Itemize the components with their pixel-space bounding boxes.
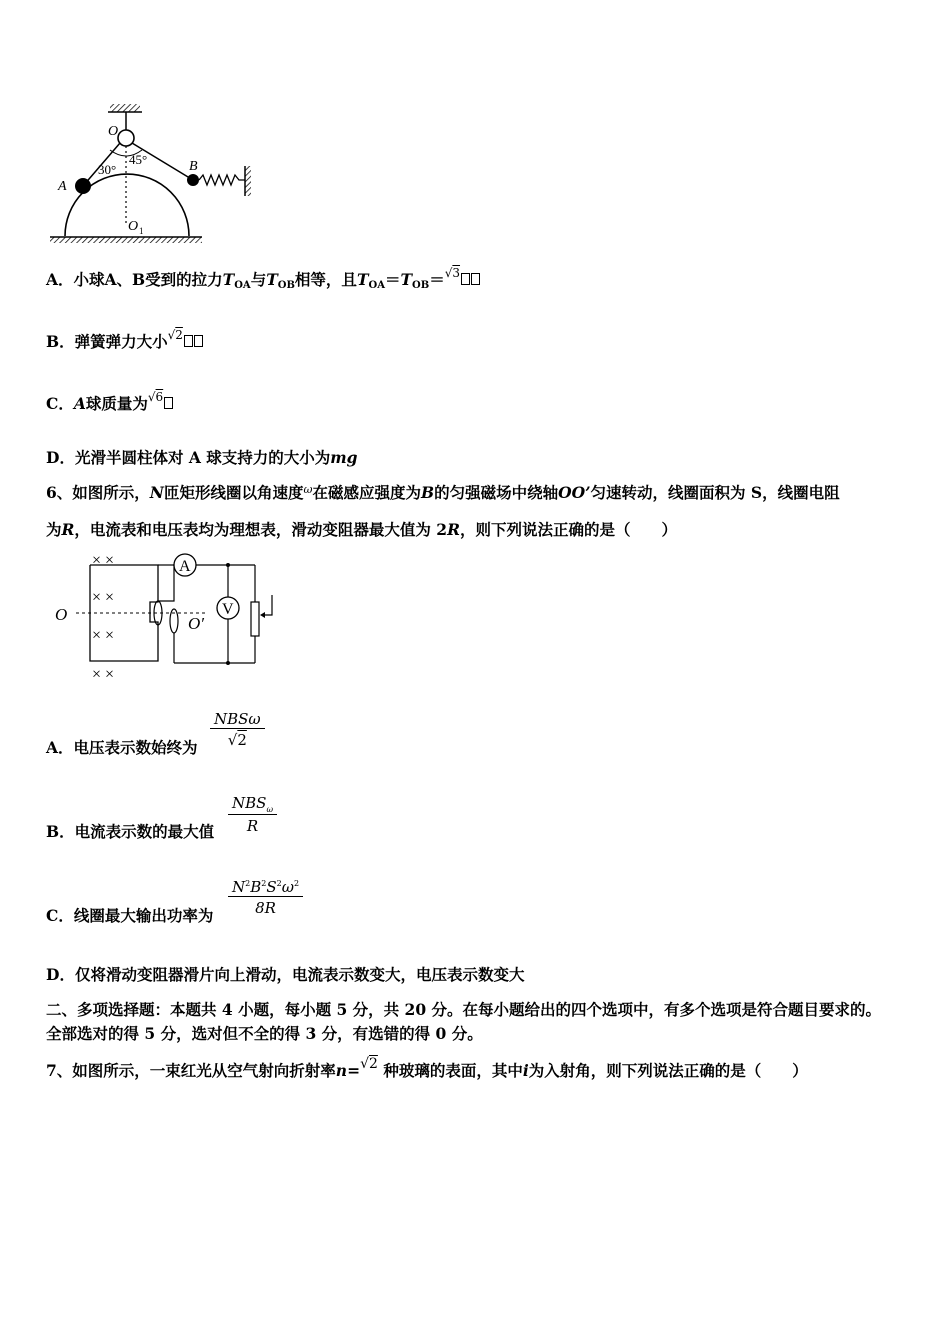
q5-option-a: A．小球A、B受到的拉力$T_{OA}$与$T_{OB}$相等，且$T_{OA}=T_{OB}=^{√3}$ [46,268,480,291]
q5-label-45: 45° [129,152,148,167]
q5-option-d: D．光滑半圆柱体对 A 球支持力的大小为mg [46,448,358,467]
q5-label-B: B [189,159,198,174]
q6-x-row2: × × [92,589,115,606]
q6-voltmeter-label: V [222,601,234,618]
q5-label-O: O [108,124,119,139]
q6-stem-line2: 为R，电流表和电压表均为理想表，滑动变阻器最大值为 2R，则下列说法正确的是（ ） [46,520,677,539]
q5-option-b: B．弹簧弹力大小$^{√2}$ [46,330,203,352]
q6-figure [50,545,290,685]
q6-option-a: A．电压表示数始终为 [46,738,198,757]
q6-stem-line1: 6、如图所示，N匝矩形线圈以角速度$^\omega$在磁感应强度为B的匀强磁场中绕轴OO’匀速转动，线圈面积为 S，线圈电阻 [46,483,840,502]
q6-ammeter-label: A [179,558,191,575]
q6-option-c: C．线圈最大输出功率为 [46,906,214,925]
q6-option-a-formula: NBSω √2 [210,710,265,749]
q5-label-A: A [58,179,67,194]
q5-label-O1-sub: 1 [139,226,144,236]
section2-line2: 全部选对的得 5 分，选对但不全的得 3 分，有选错的得 0 分。 [46,1024,483,1043]
section2-line1: 二、多项选择题：本题共 4 小题，每小题 5 分，共 20 分。在每小题给出的四个选项中，有多个选项是符合题目要求的。 [46,1000,882,1019]
q5-label-O1: O [128,219,139,234]
q6-option-d: D．仅将滑动变阻器滑片向上滑动，电流表示数变大，电压表示数变大 [46,965,525,984]
q5-label-30: 30° [98,162,117,177]
q6-label-O-prime: O′ [188,614,204,633]
q6-x-row4: × × [92,666,115,683]
q7-stem: 7、如图所示，一束红光从空气射向折射率n=√2 种玻璃的表面，其中i为入射角，则下列说法正确的是（ ） [46,1056,808,1080]
q6-option-b-formula: $NBS_\omega$ R [228,794,277,835]
q5-option-c: C．A球质量为$^{√6}$ [46,392,173,414]
q6-x-row3: × × [92,627,115,644]
q6-label-O: O [55,605,68,624]
q6-option-c-formula: $\frac{N^2B^2S^2\omega^2}{8R}$ [228,878,303,917]
q5-figure [40,98,270,248]
q6-x-row1: × × [92,552,115,569]
q6-option-b: B．电流表示数的最大值 [46,822,215,841]
